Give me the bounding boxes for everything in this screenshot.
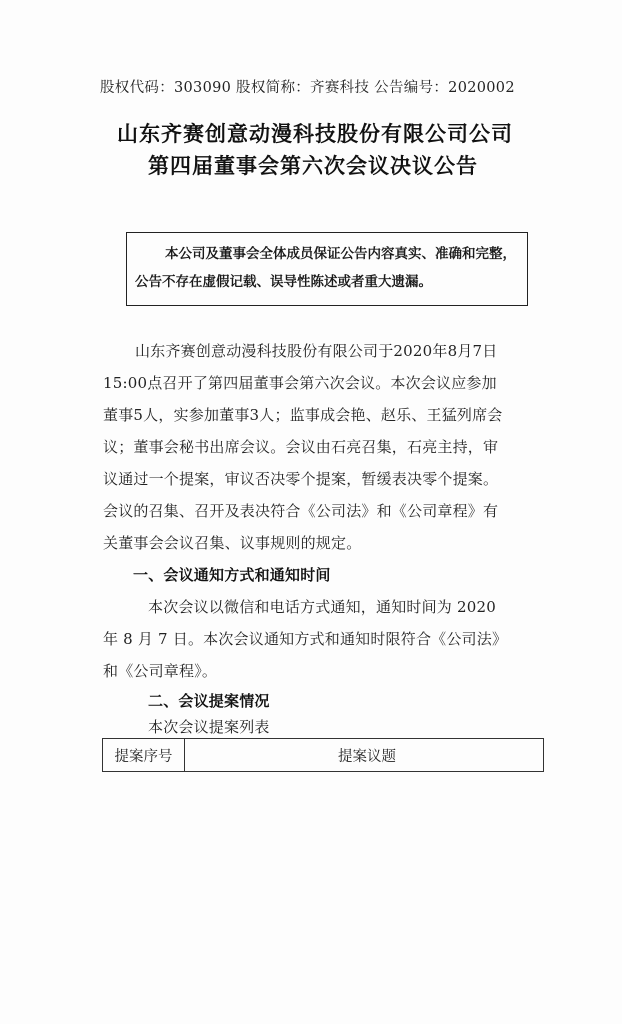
section1-line: 和《公司章程》。: [103, 662, 218, 680]
intro-line: 议通过一个提案，审议否决零个提案，暂缓表决零个提案。: [103, 470, 499, 488]
disclaimer-line-2: 公告不存在虚假记载、误导性陈述或者重大遗漏。: [135, 274, 432, 290]
intro-line: 会议的召集、召开及表决符合《公司法》和《公司章程》有: [103, 502, 499, 520]
section1-line: 年 8 月 7 日。本次会议通知方式和通知时限符合《公司法》: [103, 630, 508, 648]
disclaimer-line-1: 本公司及董事会全体成员保证公告内容真实、准确和完整，: [165, 246, 516, 262]
announcement-title-line2: 第四届董事会第六次会议决议公告: [148, 153, 478, 178]
disclaimer-box: [126, 232, 528, 306]
section1-line: 本次会议以微信和电话方式通知，通知时间为 2020: [148, 598, 496, 616]
table-header-topic: 提案议题: [338, 748, 396, 765]
section1-heading: 一、会议通知方式和通知时间: [133, 566, 331, 584]
section2-subheading: 本次会议提案列表: [148, 718, 270, 736]
intro-line: 关董事会会议召集、议事规则的规定。: [103, 534, 362, 552]
proposals-table: [102, 738, 544, 772]
announcement-title-line1: 山东齐赛创意动漫科技股份有限公司公司: [117, 121, 513, 146]
stock-info-line: 股权代码：303090 股权简称：齐赛科技 公告编号：2020002: [100, 80, 515, 96]
intro-line: 山东齐赛创意动漫科技股份有限公司于2020年8月7日: [135, 342, 498, 360]
intro-line: 董事5人，实参加董事3人；监事成会艳、赵乐、王猛列席会: [103, 406, 503, 424]
intro-line: 15:00点召开了第四届董事会第六次会议。本次会议应参加: [103, 374, 497, 392]
section2-heading: 二、会议提案情况: [148, 692, 270, 710]
table-header-seq: 提案序号: [103, 739, 185, 771]
intro-line: 议；董事会秘书出席会议。会议由石亮召集，石亮主持，审: [103, 438, 499, 456]
